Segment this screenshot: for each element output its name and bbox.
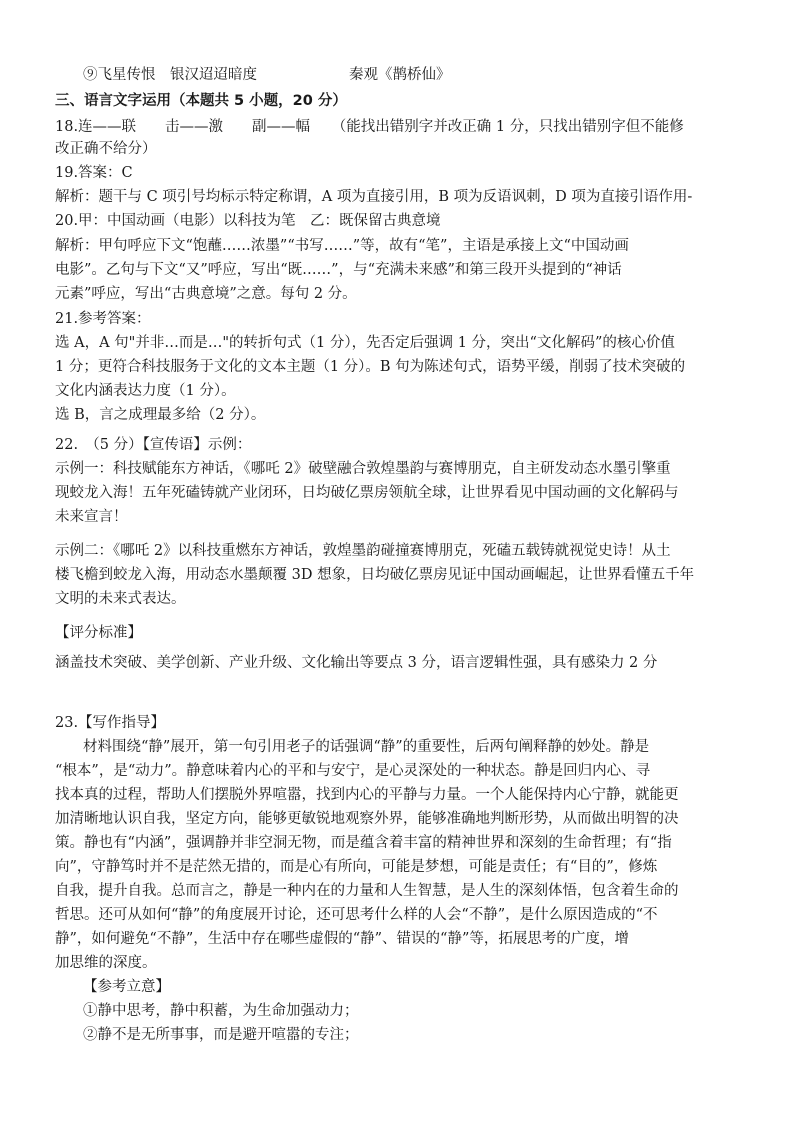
- q21-line-2: 1 分；更符合科技服务于文化的文本主题（1 分）。B 句为陈述句式，语势平缓，削弱了技术突破的: [55, 359, 686, 375]
- q23-line-8: 哲思。还可从如何“静”的角度展开讨论，还可思考什么样的人会“不静”，是什么原因造成的“不: [55, 907, 658, 923]
- q22-example1-line-2: 现蛟龙入海！五年死磕铸就产业闭环，日均破亿票房领航全球，让世界看见中国动画的文化解码与: [55, 485, 679, 501]
- section-heading: 三、语言文字运用（本题共 5 小题，20 分）: [55, 93, 347, 109]
- q22-title: 22. （5 分）【宣传语】示例：: [55, 437, 252, 453]
- q22-example2-line-1: 示例二：《哪吒 2》以科技重燃东方神话，敦煌墨韵碰撞赛博朋克，死磕五载铸就视觉史诗！从土: [55, 543, 671, 559]
- q22-example2-line-2: 楼飞檐到蛟龙入海，用动态水墨颠覆 3D 想象，日均破亿票房见证中国动画崛起，让世界看懂五千年: [55, 567, 695, 583]
- poem-source: 秦观《鹊桥仙》: [349, 67, 451, 83]
- q22-example1-line-1: 示例一：科技赋能东方神话，《哪吒 2》破壁融合敦煌墨韵与赛博朋克，自主研发动态水墨引擎重: [55, 461, 671, 477]
- q23-ref-1: ①静中思考，静中积蓄，为生命加强动力；: [83, 1003, 359, 1019]
- q23-line-10: 加思维的深度。: [55, 955, 157, 971]
- q20-analysis-1: 解析：甲句呼应下文“饱蘸……浓墨”“书写……”等，故有“笔”，主语是承接上文“中国动画: [55, 238, 629, 254]
- q23-line-5: 策。静也有“内涵”，强调静并非空洞无物，而是蕴含着丰富的精神世界和深刻的生命哲理；有“指: [55, 835, 672, 851]
- q18-line-1: 18.连——联 击——激 副——幅 （能找出错别字并改正确 1 分，只找出错别字但不能修: [55, 119, 684, 135]
- q22-example1-line-3: 未来宣言！: [55, 509, 128, 525]
- q20-answer: 20.甲：中国动画（电影）以科技为笔 乙：既保留古典意境: [55, 213, 441, 229]
- q23-line-2: “根本”，是“动力”。静意味着内心的平和与安宁，是心灵深处的一种状态。静是回归内心、寻: [55, 763, 651, 779]
- q21-line-1: 选 A，A 句"并非…而是…"的转折句式（1 分），先否定后强调 1 分，突出“文化解码”的核心价值: [55, 335, 675, 351]
- q23-ref-title: 【参考立意】: [83, 979, 170, 995]
- q23-line-6: 向”，守静笃时并不是茫然无措的，而是心有所向，可能是梦想，可能是责任；有“目的”，修炼: [55, 859, 658, 875]
- poem-line: [83, 64, 760, 86]
- q23-title: 23.【写作指导】: [55, 715, 166, 731]
- poem-text: ⑨飞星传恨 银汉迢迢暗度: [83, 67, 257, 83]
- q21-title: 21.参考答案：: [55, 311, 151, 327]
- q19-answer: 19.答案：C: [55, 165, 133, 181]
- q19-analysis: 解析：题干与 C 项引号均标示特定称谓，A 项为直接引用，B 项为反语讽刺，D 项为直接引语作用-: [55, 189, 693, 205]
- q23-line-7: 自我，提升自我。总而言之，静是一种内在的力量和人生智慧，是人生的深刻体悟，包含着生命的: [55, 883, 679, 899]
- q22-example2-line-3: 文明的未来式表达。: [55, 591, 186, 607]
- q23-line-3: 找本真的过程，帮助人们摆脱外界喧嚣，找到内心的平静与力量。一个人能保持内心宁静，就能更: [55, 787, 679, 803]
- q23-line-4: 加清晰地认识自我，坚定方向，能够更敏锐地观察外界，能够准确地判断形势，从而做出明智的决: [55, 811, 679, 827]
- q20-analysis-3: 元素”呼应，写出“古典意境”之意。每句 2 分。: [55, 286, 357, 302]
- q22-criteria-title: 【评分标准】: [55, 625, 142, 641]
- q21-line-3: 文化内涵表达力度（1 分）。: [55, 383, 236, 399]
- q23-line-9: 静”，如何避免“不静”，生活中存在哪些虚假的“静”、错误的“静”等，拓展思考的广度，增: [55, 931, 629, 947]
- q23-ref-2: ②静不是无所事事，而是避开喧嚣的专注；: [83, 1027, 359, 1043]
- q20-analysis-2: 电影”。乙句与下文“又”呼应，写出“既……”，与“充满未来感”和第三段开头提到的“神话: [55, 262, 622, 278]
- q23-line-1: 材料围绕“静”展开，第一句引用老子的话强调“静”的重要性，后两句阐释静的妙处。静是: [83, 739, 650, 755]
- q21-line-4: 选 B，言之成理最多给（2 分）。: [55, 407, 266, 423]
- q22-criteria: 涵盖技术突破、美学创新、产业升级、文化输出等要点 3 分，语言逻辑性强，具有感染力 2 分: [55, 655, 658, 671]
- q18-line-2: 改正确不给分）: [55, 141, 157, 157]
